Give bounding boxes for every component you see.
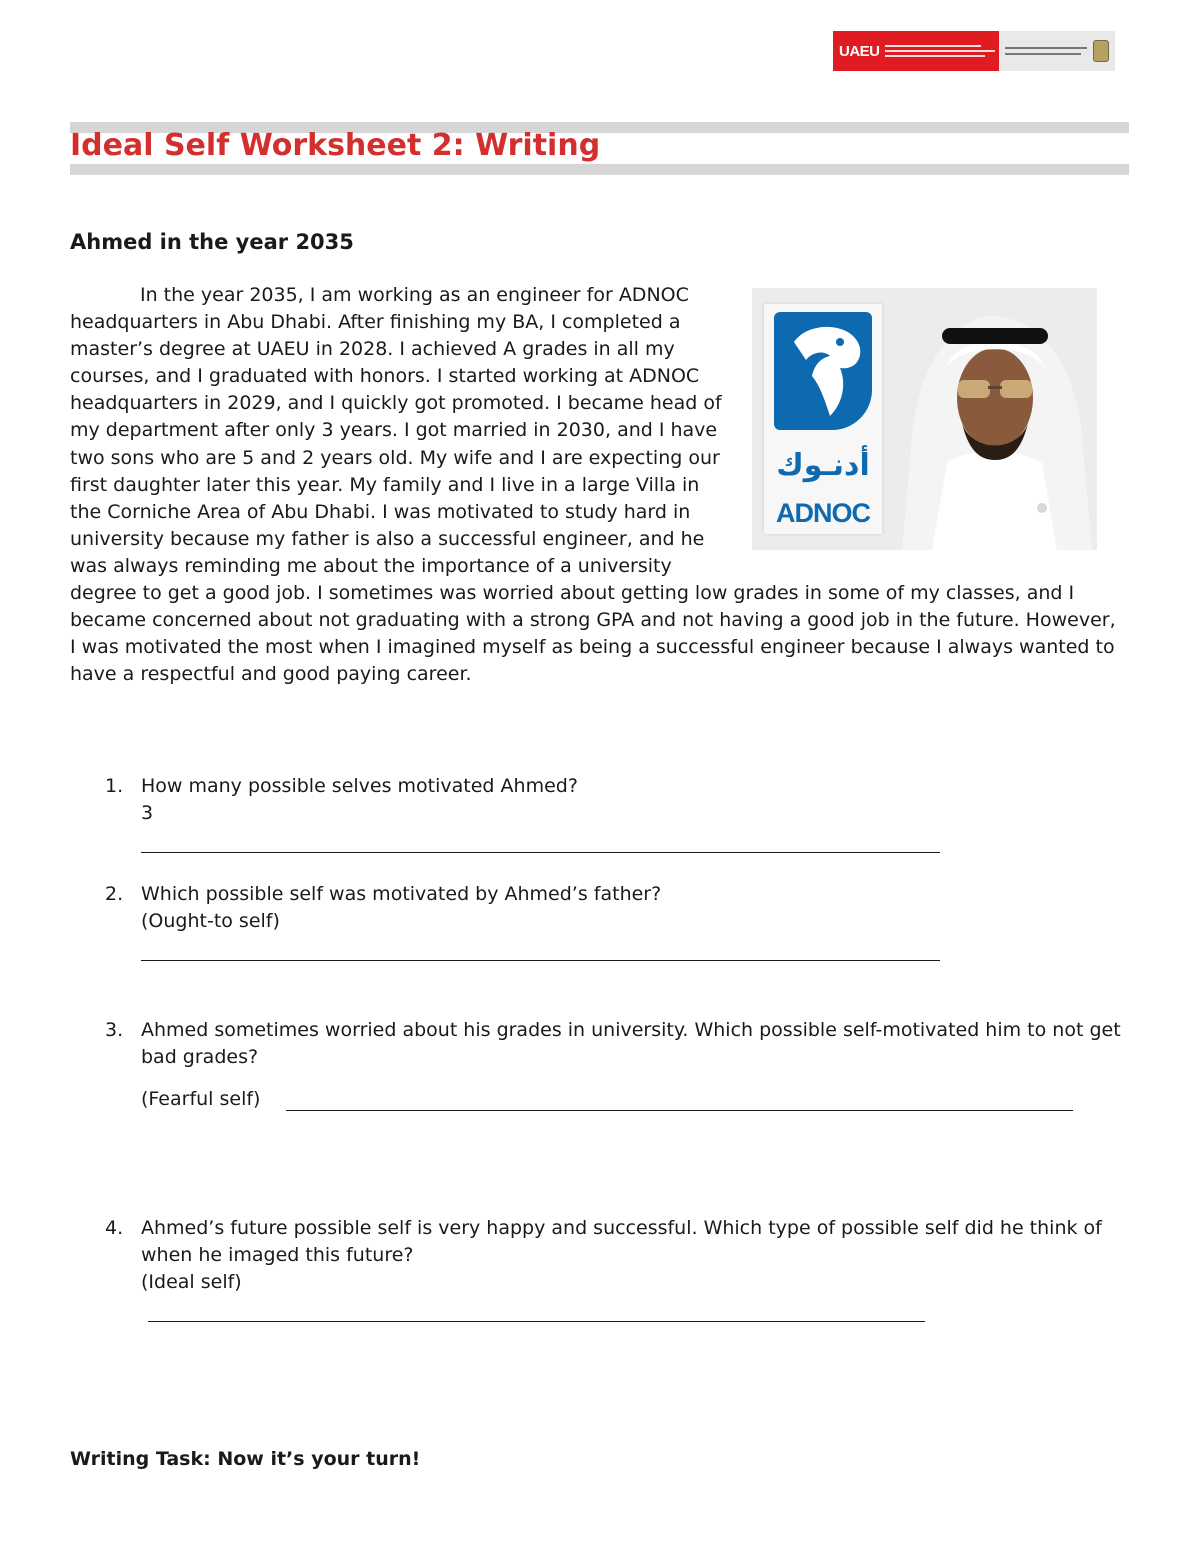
answer-line-1 bbox=[141, 852, 940, 853]
uaeu-logo bbox=[833, 31, 999, 71]
question-4 bbox=[105, 1215, 1125, 1296]
question-3 bbox=[105, 1017, 1125, 1113]
answer-line-2 bbox=[141, 960, 940, 961]
adnoc-arabic-name: أدنـوك bbox=[776, 448, 870, 483]
question-3-text: Ahmed sometimes worried about his grades in university. Which possible self-motivated him to not get bad grades? bbox=[141, 1019, 1121, 1068]
question-2-answer[interactable]: (Ought-to self) bbox=[141, 910, 280, 932]
page-title: Ideal Self Worksheet 2: Writing bbox=[70, 128, 601, 163]
university-name-lines bbox=[1005, 47, 1087, 55]
question-1 bbox=[105, 773, 1125, 827]
college-name-lines bbox=[885, 45, 995, 57]
question-4-number: 4. bbox=[105, 1217, 124, 1239]
question-2-number: 2. bbox=[105, 883, 124, 905]
question-4-text: Ahmed’s future possible self is very happy and successful. Which type of possible self did he think of when he imaged this future? bbox=[141, 1217, 1102, 1266]
answer-line-3 bbox=[286, 1110, 1073, 1111]
falcon-emblem-icon bbox=[774, 312, 872, 430]
question-1-text: How many possible selves motivated Ahmed? bbox=[141, 775, 578, 797]
question-2-text: Which possible self was motivated by Ahmed’s father? bbox=[141, 883, 662, 905]
adnoc-photo bbox=[752, 288, 1097, 550]
adnoc-english-name: ADNOC bbox=[776, 498, 870, 528]
question-4-answer[interactable]: (Ideal self) bbox=[141, 1271, 242, 1293]
writing-task-heading: Writing Task: Now it’s your turn! bbox=[70, 1448, 421, 1470]
uaeu-logo-text: UAEU bbox=[839, 42, 880, 60]
header-logos bbox=[833, 31, 1115, 71]
title-band-bottom bbox=[70, 164, 1129, 175]
university-emblem-logo bbox=[999, 31, 1115, 71]
passage-text: In the year 2035, I am working as an engineer for ADNOC headquarters in Abu Dhabi. After finishing my BA, I completed a master’s degree at UAEU in 2028. I achieved A grades in all my courses, and I graduated with honors. I started working at ADNOC headquarters in 2029, and I quickly got promoted. I became head of my department after only 3 years. I got married in 2030, and I have two sons who are 5 and 2 years old. My wife and I are expecting our first daughter later this year. My family and I live in a large Villa in the Corniche Area of Abu Dhabi. I was motivated to study hard in university because my father is also a successful engineer, and he was always reminding me about the importance of a university degree to get a good job. I sometimes was worried about getting low grades in some of my classes, and I became concerned about not graduating with a strong GPA and not having a good job in the future. However, I was motivated the most when I imagined myself as being a successful engineer because I always wanted to have a respectful and good paying career. bbox=[70, 284, 1116, 686]
adnoc-sign bbox=[764, 304, 882, 534]
question-1-number: 1. bbox=[105, 775, 124, 797]
passage bbox=[70, 282, 1125, 688]
question-3-number: 3. bbox=[105, 1019, 124, 1041]
answer-line-4 bbox=[148, 1321, 925, 1322]
man-portrait-image bbox=[892, 288, 1097, 550]
question-2 bbox=[105, 881, 1125, 935]
question-1-answer[interactable]: 3 bbox=[141, 802, 154, 824]
university-seal-icon bbox=[1093, 40, 1109, 62]
section-heading: Ahmed in the year 2035 bbox=[70, 230, 354, 254]
question-3-answer[interactable]: (Fearful self) bbox=[141, 1088, 261, 1110]
